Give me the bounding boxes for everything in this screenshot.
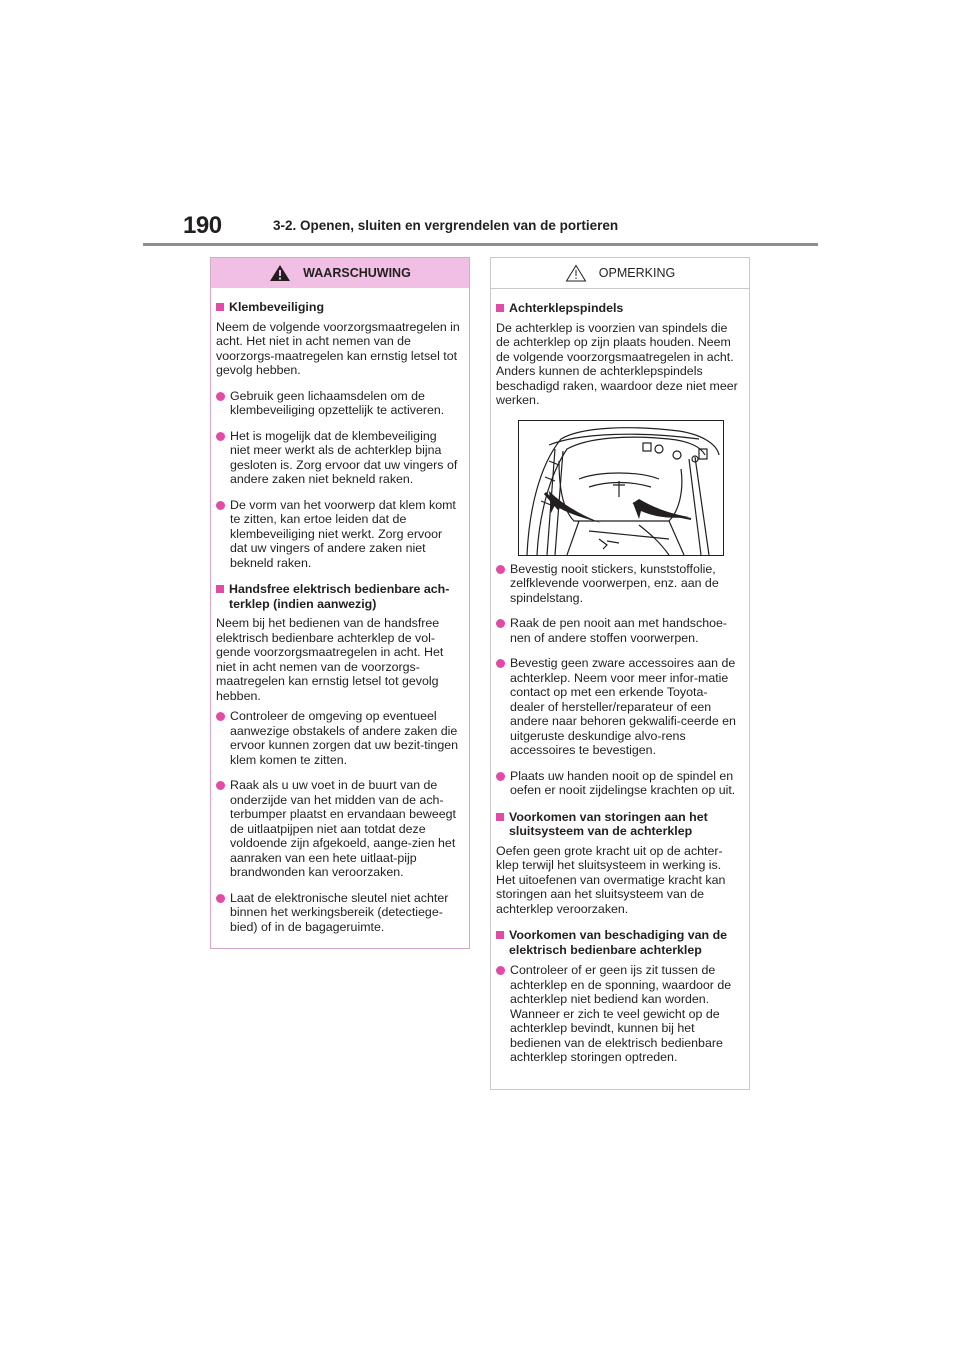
- paragraph: Neem bij het bedienen van de handsfree elektrisch bedienbare achterklep de vol-gende voorzorgsmaatregelen in acht. Het niet in acht nemen van de voorzorgs-maatregelen kan ernstig letsel tot gevolg hebben.: [216, 616, 444, 703]
- section-heading: [216, 300, 460, 315]
- round-bullet-icon: [496, 772, 505, 781]
- list-item: [496, 616, 740, 645]
- tailgate-illustration: [518, 420, 724, 556]
- section-heading: [496, 301, 740, 316]
- note-box-title: OPMERKING: [598, 266, 676, 280]
- paragraph: Oefen geen grote kracht uit op de achter-klep terwijl het sluitsysteem in werking is. Het uitoefenen van overmatige kracht kan storingen aan het sluitsysteem van de achterklep veroorzaken.: [496, 843, 726, 916]
- heading-text: Voorkomen van storingen aan het sluitsysteem van de achterklep: [509, 809, 708, 838]
- heading-text: Handsfree elektrisch bedienbare ach-terklep (indien aanwezig): [229, 582, 450, 611]
- list-item: [496, 656, 740, 758]
- round-bullet-icon: [496, 565, 505, 574]
- list-item-text: Raak als u uw voet in de buurt van de onderzijde van het midden van de ach-terbumper plaatst en ervandaan beweegt de uitlaatpijpen niet aan totdat deze voldoende zijn afgekoeld, aange-zien het aanraken van een hete uitlaat-pijp brandwonden kan veroorzaken.: [230, 778, 456, 879]
- heading-text: Voorkomen van beschadiging van de elektrisch bedienbare achterklep: [509, 928, 728, 957]
- list-item: [216, 709, 460, 767]
- list-item-text: Gebruik geen lichaamsdelen om de klembeveiliging opzettelijk te activeren.: [230, 388, 445, 417]
- paragraph: Neem de volgende voorzorgsmaatregelen in acht. Het niet in acht nemen van de voorzorgs-maatregelen kan ernstig letsel tot gevolg hebben.: [216, 319, 460, 377]
- list-item-text: Raak de pen nooit aan met handschoe-nen of andere stoffen voorwerpen.: [510, 616, 727, 645]
- list-item-text: Laat de elektronische sleutel niet achter binnen het werkingsbereik (detectiege-bied) of in de bagageruimte.: [230, 890, 449, 934]
- round-bullet-icon: [216, 501, 225, 510]
- round-bullet-icon: [496, 966, 505, 975]
- list-item-text: Plaats uw handen nooit op de spindel en oefen er nooit zijdelingse krachten op uit.: [510, 768, 736, 797]
- list-item: [496, 769, 740, 798]
- warning-box-title: WAARSCHUWING: [303, 266, 411, 280]
- section-title: 3-2. Openen, sluiten en vergrendelen van de portieren: [273, 218, 619, 233]
- list-item: [216, 891, 460, 935]
- list-item: [216, 498, 460, 571]
- section-heading: [496, 810, 740, 839]
- caution-triangle-icon: [565, 264, 587, 282]
- square-bullet-icon: [496, 931, 504, 939]
- note-box-body: [491, 289, 749, 1065]
- warning-box-body: [211, 288, 469, 934]
- list-item-text: Bevestig geen zware accessoires aan de achterklep. Neem voor meer infor-matie contact op met een erkende Toyota-dealer of hersteller/reparateur of een andere naar behoren gekwalifi-ceerde en uitgeruste deskundige alvo-rens accessoires te bevestigen.: [510, 656, 736, 757]
- section-heading: [496, 928, 740, 957]
- warning-box-header: [211, 258, 469, 288]
- paragraph: De achterklep is voorzien van spindels die de achterklep op zijn plaats houden. Neem de volgende voorzorgsmaatregelen in acht. Anders kunnen de achterklepspindels beschadigd raken, waardoor deze niet meer werken.: [496, 320, 738, 407]
- list-item-text: Controleer of er geen ijs zit tussen de achterklep en de sponning, waardoor de achterklep niet bediend kan worden. Wanneer er zich te veel gewicht op de achterklep bevindt, kunnen bij het bedienen van de elektrisch bedienbare achterklep storingen optreden.: [510, 963, 732, 1064]
- list-item: [496, 963, 740, 1065]
- header-rule: [143, 243, 818, 246]
- list-item-text: De vorm van het voorwerp dat klem komt te zitten, kan ertoe leiden dat de klembeveiliging niet werkt. Zorg ervoor dat uw vingers of andere zaken niet bekneld raken.: [230, 497, 456, 570]
- note-box-header: [491, 258, 749, 289]
- list-item: [216, 429, 460, 487]
- warning-triangle-icon: [269, 264, 291, 282]
- square-bullet-icon: [216, 303, 224, 311]
- list-item-text: Bevestig nooit stickers, kunststoffolie, zelfklevende voorwerpen, enz. aan de spindelstang.: [510, 561, 719, 605]
- list-item-text: Controleer de omgeving op eventueel aanwezige obstakels of andere zaken die ervoor kunnen zorgen dat uw bezit-tingen klem komen te zitten.: [230, 709, 458, 767]
- square-bullet-icon: [496, 813, 504, 821]
- round-bullet-icon: [496, 659, 505, 668]
- list-item: [216, 778, 460, 880]
- page-number: 190: [183, 212, 222, 239]
- note-box: [490, 257, 750, 1090]
- round-bullet-icon: [216, 781, 225, 790]
- heading-text: Klembeveiliging: [229, 300, 325, 314]
- round-bullet-icon: [216, 432, 225, 441]
- heading-text: Achterklepspindels: [509, 301, 624, 315]
- square-bullet-icon: [216, 585, 224, 593]
- square-bullet-icon: [496, 304, 504, 312]
- round-bullet-icon: [496, 619, 505, 628]
- round-bullet-icon: [216, 392, 225, 401]
- list-item: [216, 389, 460, 418]
- list-item-text: Het is mogelijk dat de klembeveiliging niet meer werkt als de achterklep bijna gesloten is. Zorg ervoor dat uw vingers of andere zaken niet bekneld raken.: [230, 428, 458, 486]
- warning-box: [210, 257, 470, 949]
- tailgate-strut-drawing: [519, 421, 723, 555]
- round-bullet-icon: [216, 712, 225, 721]
- section-heading: [216, 582, 460, 611]
- round-bullet-icon: [216, 894, 225, 903]
- list-item: [496, 562, 740, 606]
